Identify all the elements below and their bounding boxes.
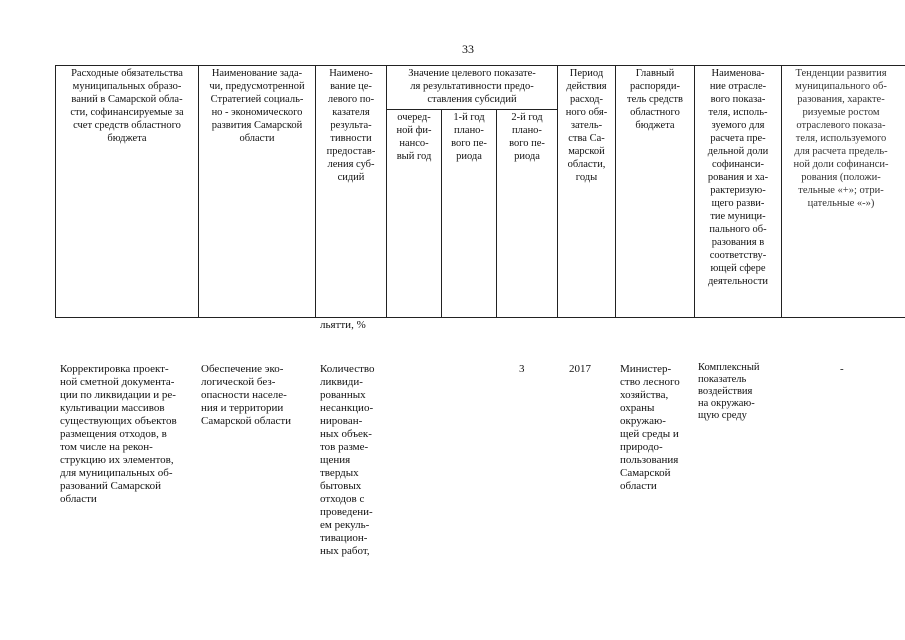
- header-plan-year-2: 2-й год плано- вого пе- риода: [509, 112, 545, 162]
- header-trends: Тенденции развития муниципального об- разования, характе- ризуемые ростом отраслевого показа- теля, используемого для расчета предель- ной доли софинанси- рования (положи- тельные «+»; отри- цательные «-»): [793, 68, 889, 209]
- header-target-value-group: Значение целевого показате- ля результативности предо- ставления субсидий: [408, 68, 536, 105]
- header-plan-year-1: 1-й год плано- вого пе- риода: [451, 112, 487, 162]
- row-indicator: Количество ликвиди- рованных несанкцио- нирован- ных объек- тов разме- щения твердых бытовых отходов с проведени- ем рекуль- тивацион- ных работ,: [320, 363, 375, 557]
- header-task-name: Наименование зада- чи, предусмотренной Стратегией социаль- но - экономического развития Самарской области: [209, 68, 305, 144]
- row-target-value: 3: [519, 363, 525, 375]
- header-obligations: Расходные обязательства муниципальных образо- ваний в Самарской обла- сти, софинансируемые за счет средств областного бюджета: [70, 68, 184, 144]
- header-indicator-name: Наимено- вание це- левого по- казателя результа- тивности предостав- ления суб- сидий: [326, 68, 376, 183]
- header-period: Период действия расход- ного обя- затель- ства Са- марской области, годы: [565, 68, 608, 183]
- header-chief-manager: Главный распоряди- тель средств областного бюджета: [627, 68, 683, 131]
- subheader-divider: [386, 109, 557, 110]
- row-obligation: Корректировка проект- ной сметной документа- ции по ликвидации и ре- культивации массивов существующих объектов размещения отходов, в том числе на рекон- струкцию их элементов, для муниципальных об- разований Самарской области: [60, 363, 177, 505]
- row-chief-manager: Министер- ство лесного хозяйства, охраны окружаю- щей среды и природо- пользования Самарской области: [620, 363, 680, 492]
- row-trend: -: [840, 363, 844, 375]
- header-sector-indicator: Наименова- ние отрасле- вого показа- теля, исполь- зуемого для расчета пре- дельной доли софинанси- рования и ха- рактеризую- щего разви- тие муници- пального об- разования в соответству- ющей сфере деятельности: [707, 68, 769, 287]
- table-bottom-border: [55, 317, 905, 318]
- indicator-fragment-text: льятти, %: [320, 319, 366, 331]
- col-border-0: [55, 65, 56, 318]
- header-current-year: очеред- ной фи- нансо- вый год: [396, 112, 432, 162]
- table-top-border: [55, 65, 905, 66]
- row-period: 2017: [569, 363, 591, 375]
- row-sector-indicator: Комплексный показатель воздействия на окружаю- щую среду: [698, 362, 760, 421]
- page-number: 33: [462, 42, 474, 56]
- row-task: Обеспечение эко- логической без- опасности населе- ния и территории Самарской области: [201, 363, 292, 427]
